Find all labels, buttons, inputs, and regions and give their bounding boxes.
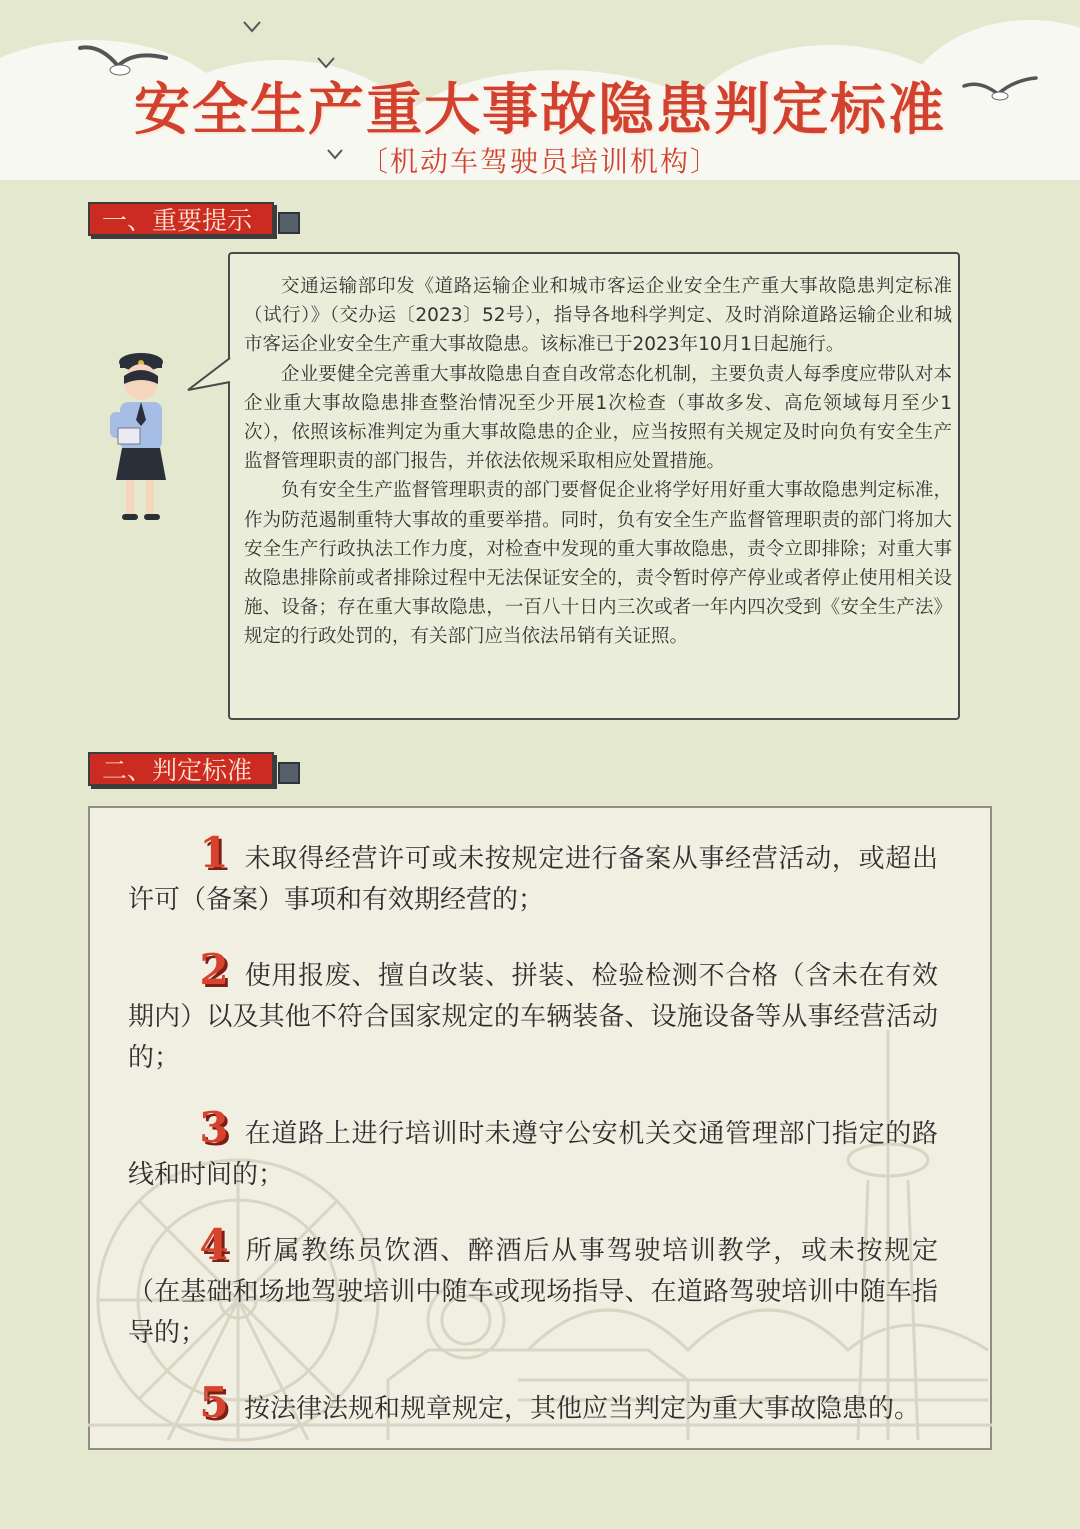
standard-number: 4 — [199, 1220, 229, 1269]
standard-number: 1 — [199, 828, 229, 877]
standard-number: 5 — [199, 1378, 229, 1427]
section-tag-label: 一、重要提示 — [102, 206, 253, 235]
standard-item — [128, 1220, 938, 1354]
standard-text: 在道路上进行培训时未遵守公安机关交通管理部门指定的路线和时间的； — [128, 1119, 938, 1190]
standard-item — [128, 945, 938, 1079]
cube-icon — [278, 212, 300, 234]
page-title: 安全生产重大事故隐患判定标准 — [134, 77, 946, 143]
section-tag-label: 二、判定标准 — [102, 756, 253, 785]
standard-number: 2 — [199, 945, 229, 994]
standard-number: 3 — [199, 1103, 229, 1152]
standard-item — [128, 1378, 938, 1430]
standard-item — [128, 1103, 938, 1196]
cube-icon — [278, 762, 300, 784]
notice-paragraph: 负有安全生产监督管理职责的部门要督促企业将学好用好重大事故隐患判定标准，作为防范遏制重特大事故的重要举措。同时，负有安全生产监督管理职责的部门将加大安全生产行政执法工作力度，对检查中发现的重大事故隐患，责令立即排除；对重大事故隐患排除前或者排除过程中无法保证安全的，责令暂时停产停业或者停止使用相关设施、设备；存在重大事故隐患，一百八十日内三次或者一年内四次受到《安全生产法》规定的行政处罚的，有关部门应当依法吊销有关证照。 — [244, 480, 952, 648]
officer-figure — [108, 350, 188, 530]
standard-text: 所属教练员饮酒、醉酒后从事驾驶培训教学，或未按规定（在基础和场地驾驶培训中随车或现场指导、在道路驾驶培训中随车指导的； — [128, 1236, 938, 1348]
notice-paragraph: 企业要健全完善重大事故隐患自查自改常态化机制，主要负责人每季度应带队对本企业重大事故隐患排查整治情况至少开展1次检查（事故多发、高危领域每月至少1次），依照该标准判定为重大事故隐患的企业，应当按照有关规定及时向负有安全生产监督管理职责的部门报告，并依法依规采取相应处置措施。 — [244, 363, 952, 473]
bird-icon — [242, 20, 262, 34]
notice-text — [244, 272, 952, 652]
section-tag-notice — [88, 202, 274, 236]
standard-text: 按法律法规和规章规定，其他应当判定为重大事故隐患的。 — [244, 1394, 921, 1424]
header-banner — [0, 0, 1080, 180]
speech-pointer — [186, 356, 232, 400]
notice-paragraph: 交通运输部印发《道路运输企业和城市客运企业安全生产重大事故隐患判定标准（试行）》（交办运〔2023〕52号），指导各地科学判定、及时消除道路运输企业和城市客运企业安全生产重大事故隐患。该标准已于2023年10月1日起施行。 — [244, 276, 952, 356]
section-tag-standards — [88, 752, 274, 786]
standards-list — [128, 828, 938, 1458]
page-subtitle: 〔机动车驾驶员培训机构〕 — [359, 145, 720, 178]
standard-text: 未取得经营许可或未按规定进行备案从事经营活动，或超出许可（备案）事项和有效期经营的； — [128, 844, 938, 915]
standard-text: 使用报废、擅自改装、拼装、检验检测不合格（含未在有效期内）以及其他不符合国家规定的车辆装备、设施设备等从事经营活动的； — [128, 961, 938, 1073]
standard-item — [128, 828, 938, 921]
